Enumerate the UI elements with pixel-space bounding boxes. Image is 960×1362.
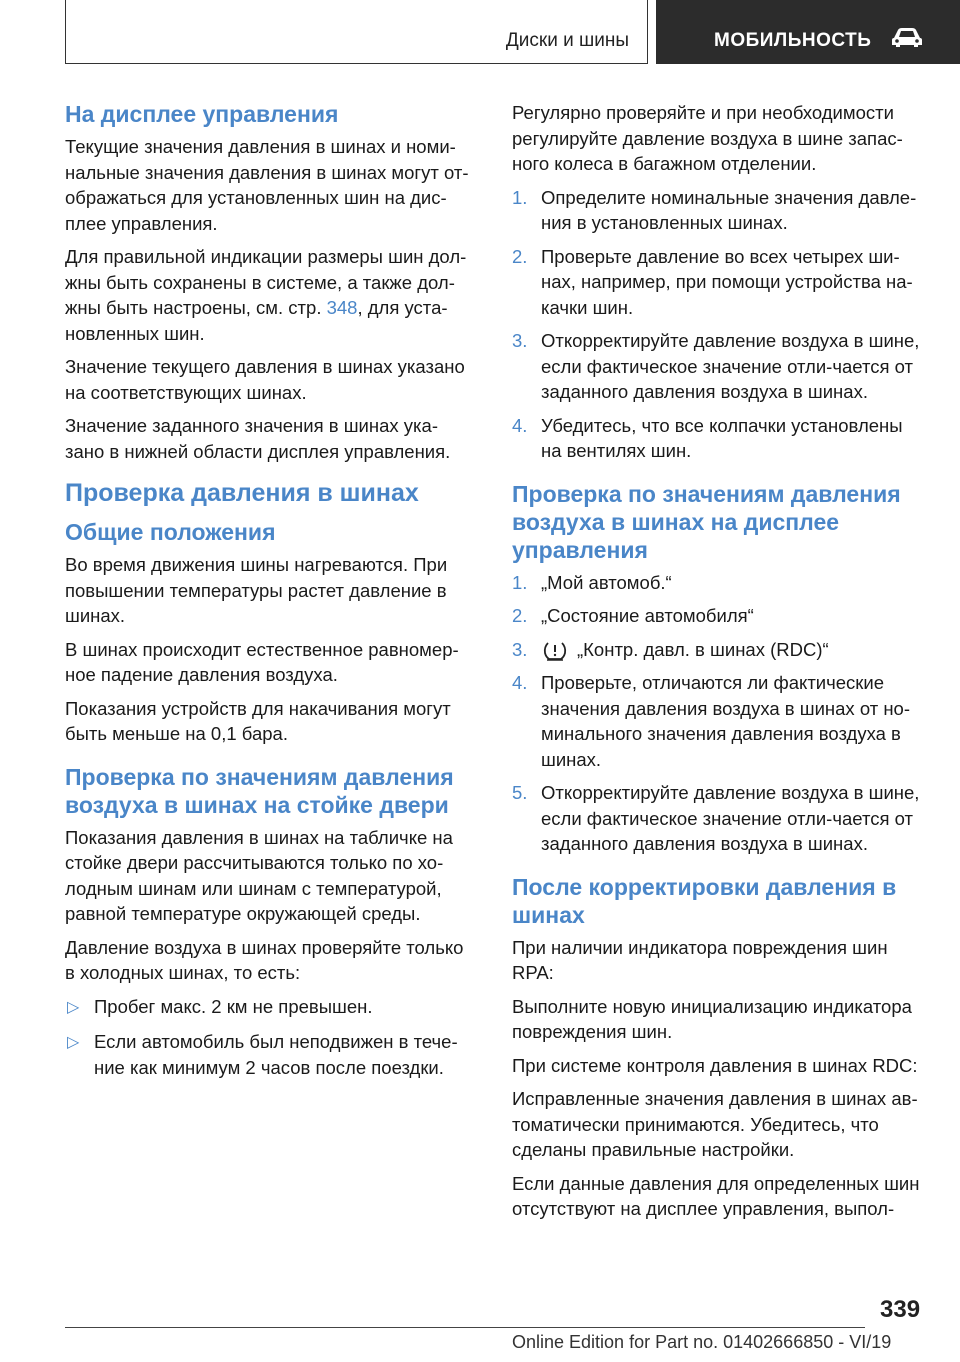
step-number: 3. <box>512 330 528 351</box>
header-chapter-title: МОБИЛЬНОСТЬ <box>714 30 872 51</box>
tire-pressure-icon <box>543 641 567 661</box>
paragraph-with-link <box>65 244 477 346</box>
paragraph: Во время движения шины нагреваются. При повышении температуры растет давление в шинах. <box>65 554 448 626</box>
footer-divider <box>65 1327 865 1328</box>
step-number: 4. <box>512 672 528 693</box>
list-item <box>512 780 924 857</box>
paragraph: Регулярно проверяйте и при необходимости регулируйте давление воздуха в шине запас-ного колеса в багажном отделении. <box>512 102 903 174</box>
step-text: Откорректируйте давление воздуха в шине, если фактическое значение отли-чается от заданного давления воздуха в шинах. <box>541 782 920 854</box>
paragraph: Выполните новую инициализацию индикатора повреждения шин. <box>512 995 912 1042</box>
step-text: Проверьте, отличаются ли фактические значения давления воздуха в шинах от но-минального значения давления воздуха в шинах. <box>541 672 910 770</box>
text-span: Для правильной индикации размеры шин дол-жны быть сохранены в системе, а также дол-жны быть настроены, см. стр. <box>65 246 467 318</box>
triangle-bullet-icon: ▷ <box>67 1034 80 1051</box>
step-number: 1. <box>512 186 528 208</box>
right-column <box>512 100 924 1230</box>
list-item <box>512 570 924 596</box>
step-number: 1. <box>512 571 528 593</box>
list-item <box>512 637 924 663</box>
bullet-list <box>65 994 477 1081</box>
list-item <box>512 185 924 236</box>
list-item <box>512 328 924 405</box>
steps-list-display <box>512 570 924 857</box>
paragraph: Показания устройств для накачивания могут быть меньше на 0,1 бара. <box>65 697 451 744</box>
paragraph: При системе контроля давления в шинах RDC: <box>512 1054 918 1076</box>
list-item <box>65 1029 477 1080</box>
step-number: 5. <box>512 782 528 803</box>
step-text: „Контр. давл. в шинах (RDC)“ <box>577 638 829 660</box>
step-number: 2. <box>512 245 528 267</box>
text-span: , для уста-новленных шин. <box>65 297 448 344</box>
list-item <box>512 670 924 772</box>
header-section-title: Диски и шины <box>505 30 629 51</box>
heading-check-pressure: Проверка давления в шинах <box>65 479 419 507</box>
step-text: Проверьте давление во всех четырех ши-нах, например, при помощи устройства на-качки шин. <box>541 245 913 318</box>
paragraph: Значение заданного значения в шинах ука-зано в нижней области дисплея управления. <box>65 415 451 462</box>
heading-general: Общие положения <box>65 519 276 545</box>
triangle-bullet-icon: ▷ <box>67 998 80 1016</box>
step-text: „Мой автомоб.“ <box>541 571 672 593</box>
car-icon <box>890 26 924 48</box>
page-number: 339 <box>880 1296 921 1323</box>
left-column <box>65 100 477 1090</box>
header-chapter-box <box>656 0 960 64</box>
header-section-box <box>65 0 648 64</box>
paragraph: Показания давления в шинах на табличке на стойке двери рассчитываются только по хо-лодным шинам или шинам с температурой, равной температуре окружающей среды. <box>65 826 453 924</box>
heading-on-display: На дисплее управления <box>65 101 339 127</box>
step-text: Определите номинальные значения давле-ния в установленных шинах. <box>541 186 917 233</box>
step-text: Откорректируйте давление воздуха в шине, если фактическое значение отли-чается от заданного давления воздуха в шинах. <box>541 330 920 402</box>
step-number: 4. <box>512 414 528 436</box>
footer-edition: Online Edition for Part no. 01402666850 - VI/19 <box>512 1332 892 1352</box>
paragraph: Текущие значения давления в шинах и номи-нальные значения давления в шинах могут от-ображаться для установленных шин на дис-плее управления. <box>65 136 469 234</box>
step-number: 3. <box>512 638 528 660</box>
list-item <box>65 994 477 1020</box>
paragraph: При наличии индикатора повреждения шин RPA: <box>512 936 888 983</box>
list-item <box>512 244 924 321</box>
paragraph: Если данные давления для определенных шин отсутствуют на дисплее управления, выпол- <box>512 1172 920 1219</box>
paragraph: Исправленные значения давления в шинах ав-томатически принимаются. Убедитесь, что сделаны правильные настройки. <box>512 1088 918 1160</box>
paragraph: В шинах происходит естественное равномер-ное падение давления воздуха. <box>65 638 459 685</box>
step-text: „Состояние автомобиля“ <box>541 605 754 626</box>
paragraph: Давление воздуха в шинах проверяйте только в холодных шинах, то есть: <box>65 936 464 983</box>
list-item-text: Пробег макс. 2 км не превышен. <box>94 995 373 1017</box>
list-item <box>512 603 924 629</box>
heading-after-correction: После корректировки давления в шинах <box>512 873 897 928</box>
paragraph: Значение текущего давления в шинах указано на соответствующих шинах. <box>65 356 465 403</box>
steps-list-manual <box>512 185 924 464</box>
list-item-text: Если автомобиль был неподвижен в тече-ние как минимум 2 часов после поездки. <box>94 1031 458 1078</box>
list-item <box>512 413 924 464</box>
heading-check-on-display: Проверка по значениям давления воздуха в шинах на дисплее управления <box>512 480 901 563</box>
step-text: Убедитесь, что все колпачки установлены на вентилях шин. <box>541 414 903 461</box>
heading-door-pillar: Проверка по значениям давления воздуха в шинах на стойке двери <box>65 763 454 818</box>
page-link[interactable]: 348 <box>326 297 358 318</box>
step-number: 2. <box>512 605 528 626</box>
